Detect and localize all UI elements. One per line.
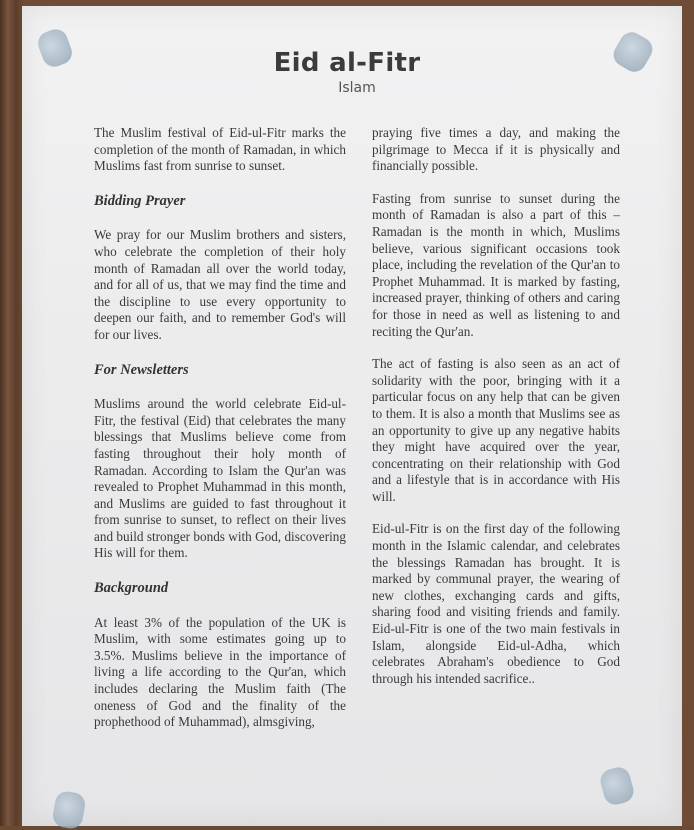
right-paragraph-3: The act of fasting is also seen as an act of solidarity with the poor, bringing with it a particular focus on any help that can be given to them. It is also a month that Muslims see as an opportunity to give up any negative habits they might have acquired over the year, concentrating on their relationship with God and a lifestyle that is in accordance with His will. xyxy=(372,356,620,504)
right-paragraph-2: Fasting from sunrise to sunset during the month of Ramadan is also a part of this – Ramadan is the month in which, Muslims believe, various significant occasions took place, including the revelation of the Qur'an to Prophet Muhammad. It is marked by fasting, increased prayer, thinking of others and caring for those in need as well as listening to and reciting the Qur'an. xyxy=(372,190,620,339)
right-paragraph-1: praying five times a day, and making the pilgrimage to Mecca if it is physically and financially possible. xyxy=(372,125,620,174)
prayer-paragraph: We pray for our Muslim brothers and sisters, who celebrate the completion of their holy month of Ramadan all over the world today, and for all of us, that we may find the time and the discipline to use every opportunity to deepen our faith, and to remember God's will for our lives. xyxy=(94,227,346,342)
left-column xyxy=(94,125,346,731)
background-paragraph: At least 3% of the population of the UK is Muslim, with some estimates going up to 3.5%. Muslims believe in the importance of living a life according to the Qur'an, which includes declaring the Muslim faith (The oneness of God and the finality of the prophethood of Muhammad), almsgiving, xyxy=(94,614,346,730)
heading-background: Background xyxy=(94,580,169,597)
intro-paragraph: The Muslim festival of Eid-ul-Fitr marks the completion of the month of Ramadan, in which Muslims fast from sunrise to sunset. xyxy=(94,125,346,174)
newsletters-paragraph: Muslims around the world celebrate Eid-ul-Fitr, the festival (Eid) that celebrates the many blessings that Muslims believe come from fasting throughout their holy month of Ramadan. According to Islam the Qur'an was revealed to Prophet Muhammad in this month, and Muslims are guided to fast throughout it from sunrise to sunset, to reflect on their lives and build stronger bonds with God, discovering His will for them. xyxy=(94,396,346,561)
page-title: Eid al-Fitr xyxy=(273,48,421,78)
right-column xyxy=(372,125,620,687)
page-subtitle: Islam xyxy=(338,80,376,96)
heading-bidding-prayer: Bidding Prayer xyxy=(94,192,186,209)
right-paragraph-4: Eid-ul-Fitr is on the first day of the following month in the Islamic calendar, and celebrates the blessings Ramadan has brought. It is marked by communal prayer, the wearing of new clothes, exchanging cards and gifts, sharing food and visiting friends and family. Eid-ul-Fitr is one of the two main festivals in Islam, alongside Eid-ul-Adha, which celebrates Abraham's obedience to God through his intended sacrifice.. xyxy=(372,521,620,686)
heading-newsletters: For Newsletters xyxy=(94,361,189,378)
